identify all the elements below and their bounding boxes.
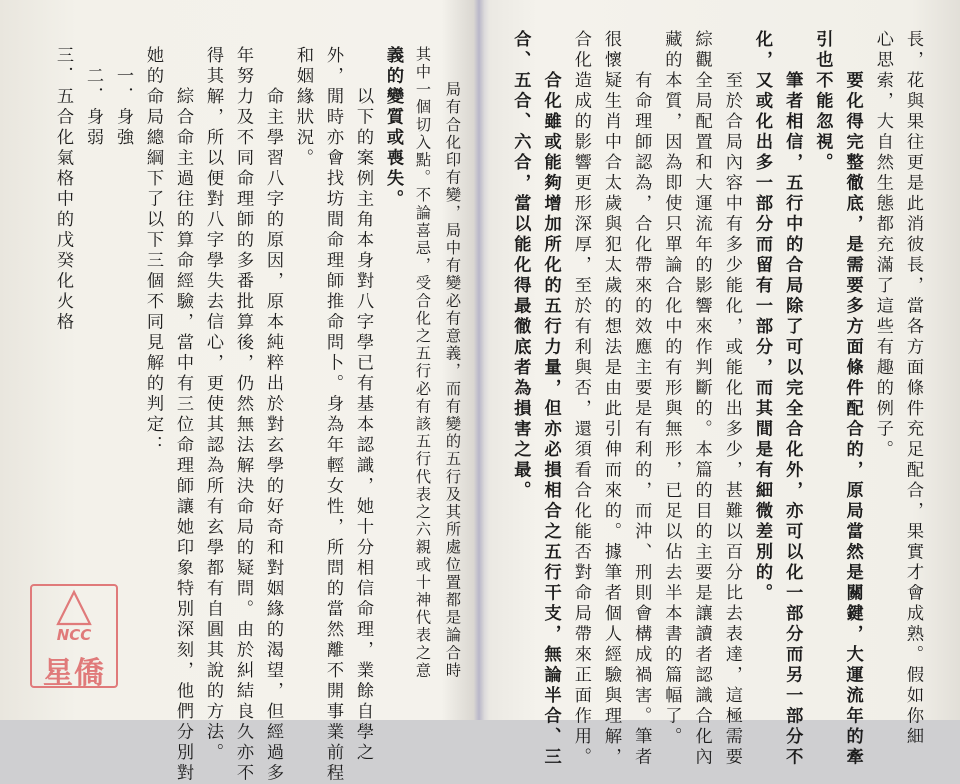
text-column: 義的變質或喪失。 xyxy=(383,46,403,210)
text-column: 三．五合化氣格中的戊癸化火格 xyxy=(53,46,73,333)
text-column: 局有合化印有變，局中有變必有意義，而有變的五行及其所處位置都是論合時 xyxy=(444,46,462,680)
text-column: 合化造成的影響更形深厚，至於有利與否，還須看合化能否對命局帶來正面作用。 xyxy=(570,30,591,768)
text-column: 引也不能忽視。 xyxy=(812,30,833,174)
text-column: 心思索，大自然生態都充滿了這些有趣的例子。 xyxy=(872,30,893,461)
text-column: 藏的本質，因為即使只單論合化中的有形與無形，已足以佔去半本書的篇幅了。 xyxy=(661,30,682,748)
text-column: 很懷疑生肖中合太歲與犯太歲的想法是由此引伸而來的。據筆者個人經驗與理解， xyxy=(601,30,621,768)
text-column: 要化得完整徹底，是需要多方面條件配合的，原局當然是關鍵，大運流年的牽 xyxy=(842,30,863,768)
text-column: 年努力及不同命理師的多番批算後，仍然無法解決命局的疑問。由於糾結良久亦不 xyxy=(233,46,253,784)
text-column: 一．身強 xyxy=(113,46,133,149)
text-column: 筆者相信，五行中的合局除了可以完全合化外，亦可以化一部分而另一部分不 xyxy=(782,30,803,768)
text-column: 合化雖或能夠增加所化的五行力量，但亦必損相合之五行干支，無論半合、三 xyxy=(540,30,561,768)
text-column: 長，花與果往更是此消彼長，當各方面條件充足配合，果實才會成熟。假如你細 xyxy=(903,30,923,748)
text-column: 得其解，所以便對八字學失去信心，更使其認為所有玄學都有自圓其說的方法。 xyxy=(203,46,223,764)
text-column: 她的命局總綱下了以下三個不同見解的判定： xyxy=(143,46,163,456)
text-column: 和姻緣狀況。 xyxy=(293,46,313,169)
publisher-stamp xyxy=(30,584,118,691)
text-column: 命主學習八字的原因，原本純粹出於對玄學的好奇和對姻緣的渴望，但經過多 xyxy=(263,46,283,784)
text-column: 有命理師認為，合化帶來的效應主要是有利的，而沖、刑則會構成禍害。筆者 xyxy=(631,30,652,768)
text-column: 合、五合、六合，當以能化得最徹底者為損害之最。 xyxy=(510,30,531,502)
text-column: 二．身弱 xyxy=(83,46,103,149)
text-column: 至於合局內容中有多少能化，或能化出多少，甚難以百分比去表達，這極需要 xyxy=(721,30,742,768)
text-column: 化，又或化出多一部分而留有一部分，而其間是有細微差別的。 xyxy=(752,30,772,604)
text-column: 以下的案例主角本身對八字學已有基本認識，她十分相信命理，業餘自學之 xyxy=(353,46,373,764)
text-column: 外，閒時亦會找坊間命理師推命問卜。身為年輕女性，所問的當然離不開事業前程 xyxy=(323,46,343,784)
text-column: 其中一個切入點。不論喜忌，受合化之五行必有該五行代表之六親或十神代表之意 xyxy=(414,46,432,680)
stamp-chinese: 星僑 xyxy=(43,656,105,691)
text-column: 綜合命主過往的算命經驗，當中有三位命理師讓她印象特別深刻，他們分別對 xyxy=(173,46,193,784)
text-column: 綜觀全局配置和大運流年的影響來作判斷的。本篇的目的主要是讓讀者認識合化內 xyxy=(691,30,712,768)
stamp-latin: NCC xyxy=(56,626,92,644)
